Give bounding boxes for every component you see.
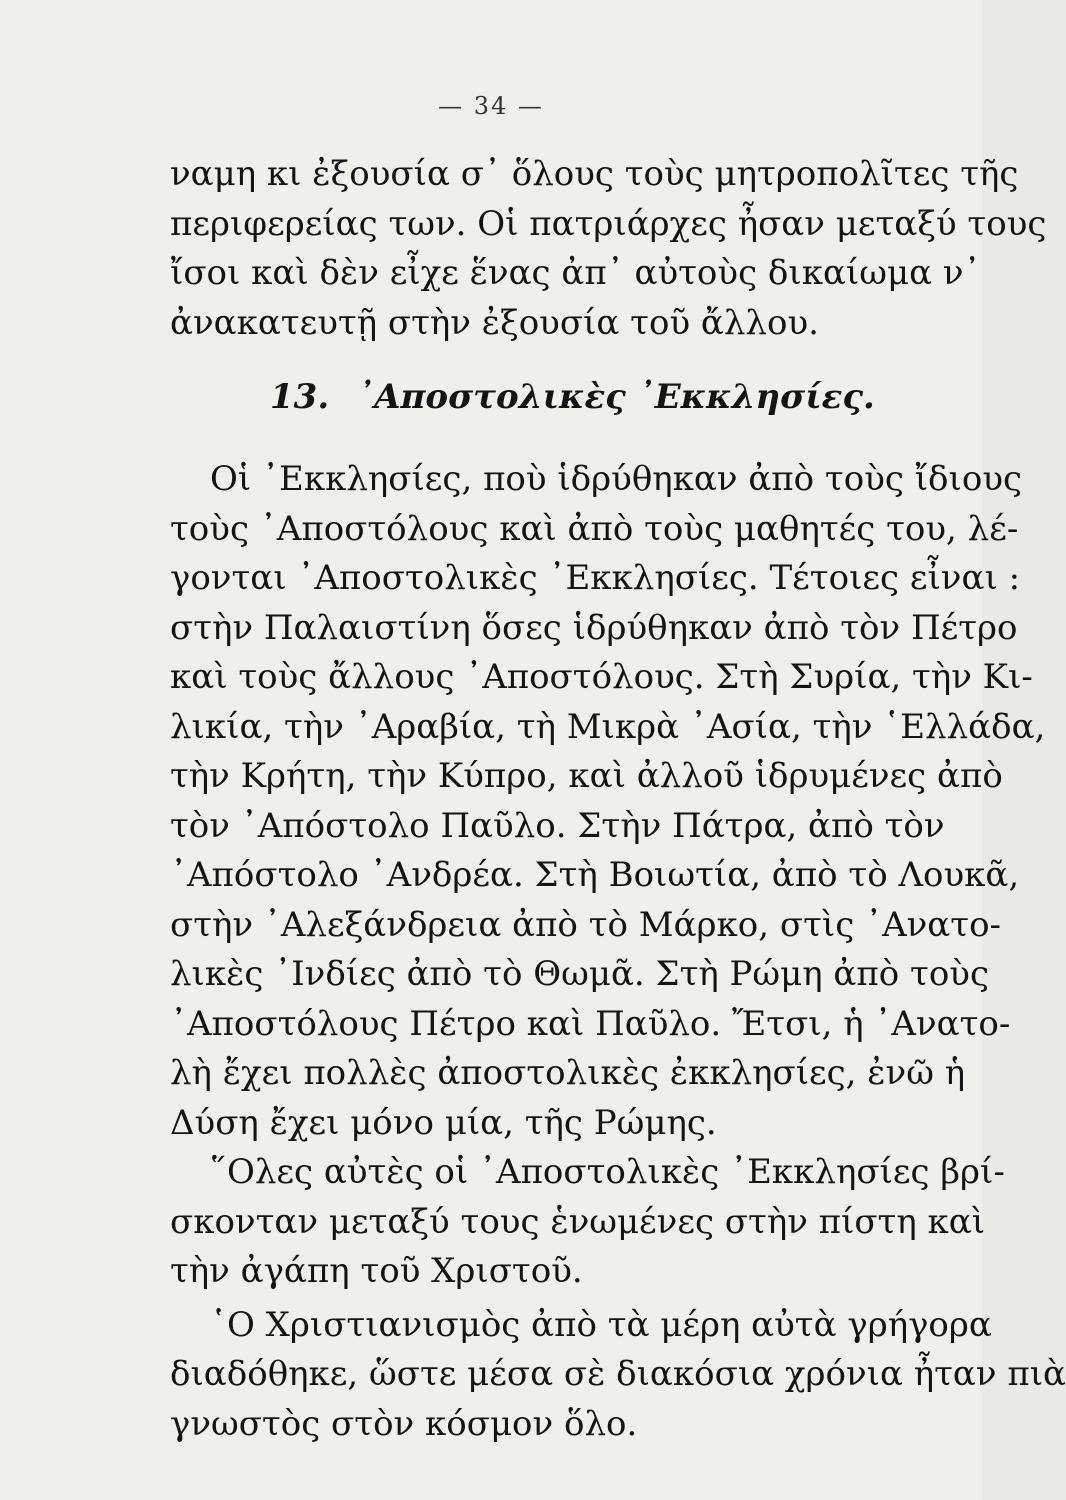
text-line: γνωστὸς στὸν κόσμον ὅλο. — [170, 1403, 638, 1444]
text-line: ναμη κι ἐξουσία σ᾽ ὅλους τοὺς μητροπολῖτες τῆς — [170, 154, 1019, 194]
text-line: ἀνακατευτῇ στὴν ἐξουσία τοῦ ἄλλου. — [170, 302, 819, 343]
text-line: Δύση ἔχει μόνο μία, τῆς Ρώμης. — [170, 1102, 717, 1143]
text-line: γονται ᾽Αποστολικὲς ᾽Εκκλησίες. Τέτοιες εἶναι : — [170, 558, 1021, 598]
text-line: λικία, τὴν ᾽Αραβία, τὴ Μικρὰ ᾽Ασία, τὴν ῾Ελλάδα, — [170, 706, 1046, 747]
text-line: ᾽Απόστολο ᾽Ανδρέα. Στὴ Βοιωτία, ἀπὸ τὸ Λουκᾶ, — [170, 855, 1020, 895]
text-line: ῞Ολες αὐτὲς οἱ ᾽Αποστολικὲς ᾽Εκκλησίες βρί- — [210, 1152, 1005, 1192]
text-line: ᾽Αποστόλους Πέτρο καὶ Παῦλο. Ἔτσι, ἡ ᾽Ανατο- — [170, 1003, 1011, 1044]
paragraph-apostolic-churches — [170, 455, 1046, 1148]
page-number: — 34 — — [438, 92, 544, 120]
paragraph-spread — [170, 1301, 1066, 1450]
text-line: τοὺς ᾽Αποστόλους καὶ ἀπὸ τοὺς μαθητές του, λέ- — [170, 508, 1019, 549]
text-line: διαδόθηκε, ὥστε μέσα σὲ διακόσια χρόνια ἦταν πιὰ — [170, 1354, 1066, 1394]
section-body — [170, 455, 1066, 1449]
text-line: ῾Ο Χριστιανισμὸς ἀπὸ τὰ μέρη αὐτὰ γρήγορα — [210, 1304, 992, 1345]
text-line: τὴν ἀγάπη τοῦ Χριστοῦ. — [170, 1251, 583, 1291]
text-line: σκονταν μεταξύ τους ἑνωμένες στὴν πίστη καὶ — [170, 1201, 986, 1242]
text-line: καὶ τοὺς ἄλλους ᾽Αποστόλους. Στὴ Συρία, τὴν Κι- — [170, 657, 1033, 697]
text-line: περιφερείας των. Οἱ πατριάρχες ἦσαν μεταξύ τους — [170, 203, 1047, 244]
continued-paragraph — [170, 150, 1047, 348]
text-line: στὴν Παλαιστίνη ὅσες ἱδρύθηκαν ἀπὸ τὸν Πέτρο — [170, 607, 1018, 648]
text-line: τὴν Κρήτη, τὴν Κύπρο, καὶ ἀλλοῦ ἱδρυμένες ἀπὸ — [170, 756, 1003, 796]
text-line: τὸν ᾽Απόστολο Παῦλο. Στὴν Πάτρα, ἀπὸ τὸν — [170, 805, 945, 846]
text-line: ἴσοι καὶ δὲν εἶχε ἕνας ἀπ᾽ αὐτοὺς δικαίωμα ν᾽ — [170, 253, 981, 293]
section-heading — [270, 375, 875, 419]
section-number: 13. — [270, 377, 330, 417]
text-line: Οἱ ᾽Εκκλησίες, ποὺ ἱδρύθηκαν ἀπὸ τοὺς ἴδιους — [210, 459, 1023, 499]
paragraph-unity — [170, 1148, 1005, 1297]
section-title: ᾽Αποστολικὲς ᾽Εκκλησίες. — [357, 377, 875, 417]
text-line: στὴν ᾽Αλεξάνδρεια ἀπὸ τὸ Μάρκο, στὶς ᾽Ανατο- — [170, 904, 1002, 945]
text-line: λικὲς ᾽Ινδίες ἀπὸ τὸ Θωμᾶ. Στὴ Ρώμη ἀπὸ τοὺς — [170, 954, 990, 994]
text-line: λὴ ἔχει πολλὲς ἀποστολικὲς ἐκκλησίες, ἐνῶ ἡ — [170, 1053, 966, 1093]
